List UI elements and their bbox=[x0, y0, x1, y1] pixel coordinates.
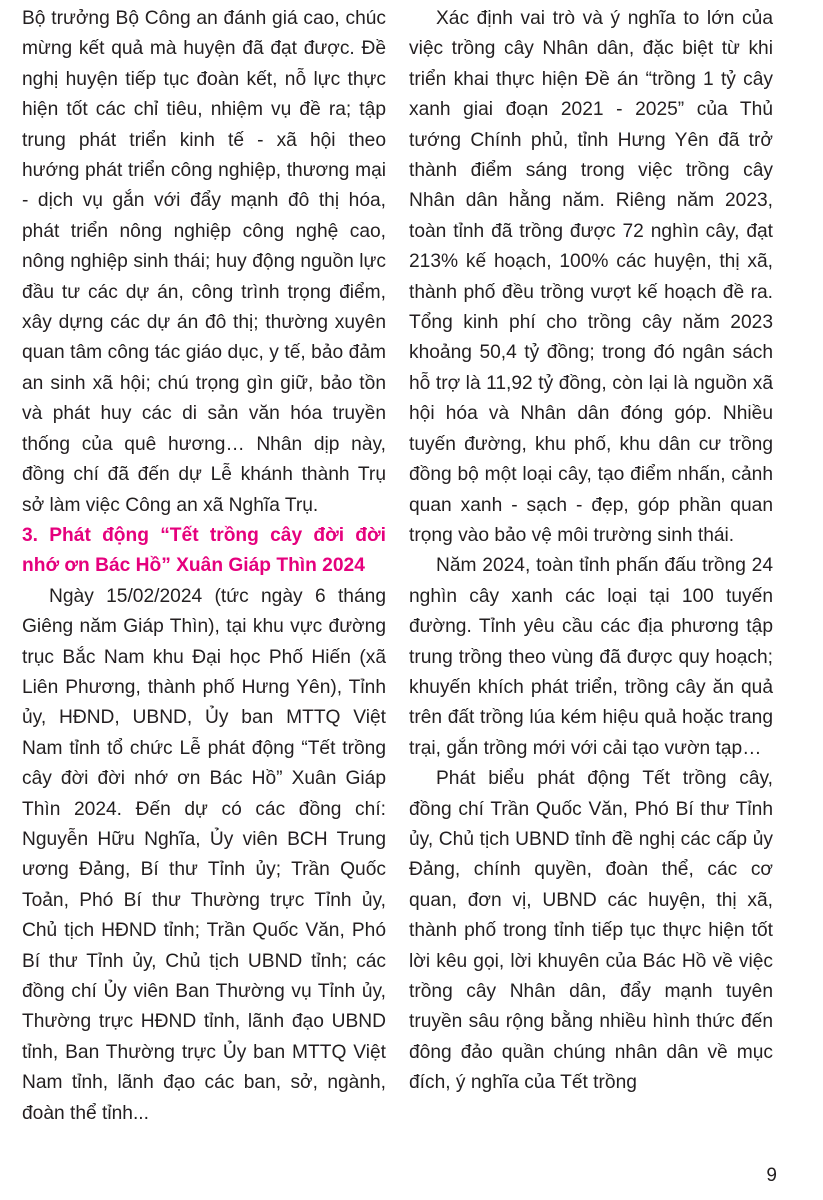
paragraph-speech: Phát biểu phát động Tết trồng cây, đồng chí Trần Quốc Văn, Phó Bí thư Tỉnh ủy, Chủ tịch UBND tỉnh đề nghị các cấp ủy Đảng, chính quyền, đoàn thể, các cơ quan, đơn vị, UBND các huyện, thị xã, thành phố trong tỉnh tiếp tục thực hiện tốt lời kêu gọi, lời khuyên của Bác Hồ về việc trồng cây Nhân dân, đẩy mạnh tuyên truyền sâu rộng bằng nhiều hình thức đến đông đảo quần chúng nhân dân về mục đích, ý nghĩa của Tết trồng bbox=[409, 768, 773, 1094]
paragraph-ministry-assessment: Bộ trưởng Bộ Công an đánh giá cao, chúc mừng kết quả mà huyện đã đạt được. Đề nghị huyện tiếp tục đoàn kết, nỗ lực thực hiện tốt các chỉ tiêu, nhiệm vụ đề ra; tập trung phát triển kinh tế - xã hội theo hướng phát triển công nghiệp, thương mại - dịch vụ gắn với đẩy mạnh đô thị hóa, phát triển nông nghiệp công nghệ cao, nông nghiệp sinh thái; huy động nguồn lực đầu tư các dự án, công trình trọng điểm, xây dựng các dự án đô thị; thường xuyên quan tâm công tác giáo dục, y tế, bảo đảm an sinh xã hội; chú trọng gìn giữ, bảo tồn và phát huy các di sản văn hóa truyền thống của quê hương… Nhân dịp này, đồng chí đã đến dự Lễ khánh thành Trụ sở làm việc Công an xã Nghĩa Trụ. bbox=[22, 8, 386, 516]
paragraph-2024-target: Năm 2024, toàn tỉnh phấn đấu trồng 24 nghìn cây xanh các loại tại 100 tuyến đường. Tỉnh yêu cầu các địa phương tập trung trồng theo vùng đã được quy hoạch; khuyến khích phát triển, trồng cây ăn quả trên đất trồng lúa kém hiệu quả hoặc trang trại, gắn trồng mới với cải tạo vườn tạp… bbox=[409, 555, 773, 759]
right-column bbox=[409, 4, 773, 1099]
paragraph-launch-ceremony: Ngày 15/02/2024 (tức ngày 6 tháng Giêng năm Giáp Thìn), tại khu vực đường trục Bắc Nam khu Đại học Phố Hiến (xã Liên Phương, thành phố Hưng Yên), Tỉnh ủy, HĐND, UBND, Ủy ban MTTQ Việt Nam tỉnh tổ chức Lễ phát động “Tết trồng cây đời đời nhớ ơn Bác Hồ” Xuân Giáp Thìn 2024. Đến dự có các đồng chí: Nguyễn Hữu Nghĩa, Ủy viên BCH Trung ương Đảng, Bí thư Tỉnh ủy; Trần Quốc Toản, Phó Bí thư Thường trực Tỉnh ủy, Chủ tịch HĐND tỉnh; Trần Quốc Văn, Phó Bí thư Tỉnh ủy, Chủ tịch UBND tỉnh; các đồng chí Ủy viên Ban Thường vụ Tỉnh ủy, Thường trực HĐND tỉnh, lãnh đạo UBND tỉnh, Ban Thường trực Ủy ban MTTQ Việt Nam tỉnh, lãnh đạo các ban, sở, ngành, đoàn thể tỉnh... bbox=[22, 585, 386, 1124]
section-heading: 3. Phát động “Tết trồng cây đời đời nhớ ơn Bác Hồ” Xuân Giáp Thìn 2024 bbox=[22, 524, 386, 577]
paragraph-tree-planting-role: Xác định vai trò và ý nghĩa to lớn của việc trồng cây Nhân dân, đặc biệt từ khi triển khai thực hiện Đề án “trồng 1 tỷ cây xanh giai đoạn 2021 - 2025” của Thủ tướng Chính phủ, tỉnh Hưng Yên đã trở thành điểm sáng trong việc trồng cây Nhân dân hằng năm. Riêng năm 2023, toàn tỉnh đã trồng được 72 nghìn cây, đạt 213% kế hoạch, 100% các huyện, thị xã, thành phố đều trồng vượt kế hoạch đề ra. Tổng kinh phí cho trồng cây năm 2023 khoảng 50,4 tỷ đồng; trong đó ngân sách hỗ trợ là 11,92 tỷ đồng, còn lại là nguồn xã hội hóa và Nhân dân đóng góp. Nhiều tuyến đường, khu phố, khu dân cư trồng đồng bộ một loại cây, tạo điểm nhấn, cảnh quan xanh - sạch - đẹp, góp phần quan trọng vào bảo vệ môi trường sinh thái. bbox=[409, 8, 773, 546]
page-number: 9 bbox=[766, 1165, 777, 1186]
left-column bbox=[22, 4, 386, 1129]
